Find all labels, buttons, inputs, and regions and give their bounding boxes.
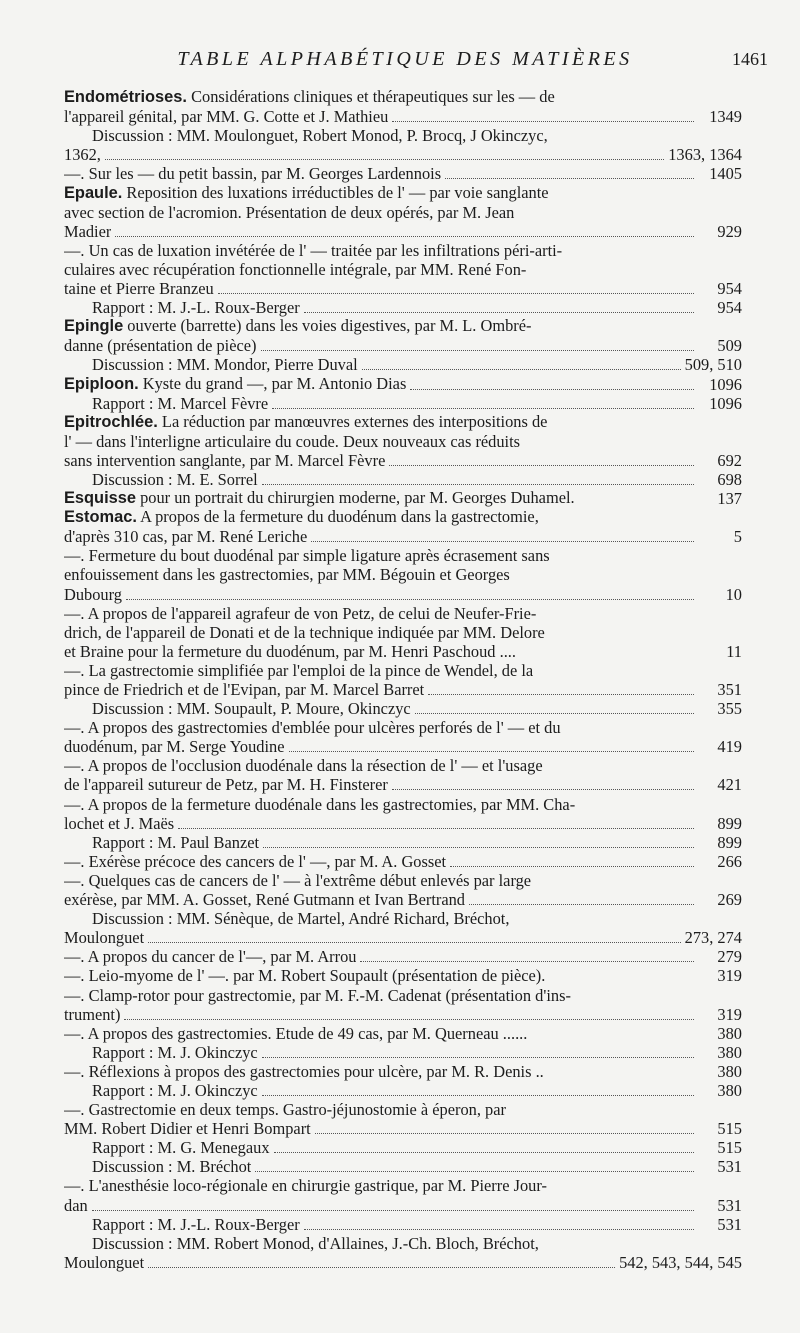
dot-leader — [289, 750, 694, 752]
dot-leader — [389, 464, 694, 466]
entry-text — [92, 1043, 258, 1062]
dot-leader — [262, 483, 694, 485]
entry-text — [64, 585, 122, 604]
page-reference: 1349 — [709, 107, 742, 127]
entry-body: enfouissement dans les gastrectomies, par MM. Bégouin et Georges — [64, 565, 510, 585]
entry-text — [64, 718, 698, 737]
entry-text — [92, 470, 258, 489]
entry-text — [92, 909, 698, 928]
index-line — [64, 260, 698, 279]
dot-leader — [304, 1228, 694, 1230]
dot-leader — [148, 1266, 615, 1268]
entry-body: dan — [64, 1195, 88, 1215]
entry-body: La réduction par manœuvres externes des interpositions de — [157, 411, 548, 431]
page-reference: 899 — [717, 832, 742, 852]
entry-text — [64, 680, 424, 699]
page-reference: 899 — [717, 813, 742, 833]
index-line — [64, 851, 742, 871]
dot-leader — [315, 1132, 694, 1134]
index-line — [64, 126, 698, 145]
entry-body: Rapport : M. J. Okinczyc — [92, 1080, 258, 1100]
entry-text — [92, 394, 268, 413]
page-reference: 531 — [717, 1214, 742, 1234]
entry-text — [64, 1005, 120, 1024]
dot-leader — [469, 903, 694, 905]
index-line — [64, 298, 742, 318]
entry-body: Dubourg — [64, 584, 122, 604]
index-line — [64, 432, 698, 451]
page-reference: 531 — [717, 1157, 742, 1177]
entry-body: lochet et J. Maës — [64, 813, 175, 833]
page-reference: 419 — [717, 737, 742, 757]
index-line — [64, 641, 742, 661]
entry-body: Rapport : M. G. Menegaux — [92, 1138, 270, 1158]
entry-text — [64, 604, 698, 623]
index-line — [64, 680, 742, 699]
entry-text — [64, 1196, 88, 1215]
dot-leader — [262, 1094, 694, 1096]
dot-leader — [360, 960, 694, 962]
index-line — [64, 890, 742, 910]
entry-text — [92, 126, 698, 145]
entry-text — [64, 432, 698, 451]
entry-text — [64, 183, 698, 203]
index-line — [64, 1234, 698, 1253]
entry-text — [64, 260, 698, 279]
dot-leader — [272, 407, 694, 409]
entry-body: Discussion : MM. Mondor, Pierre Duval — [92, 355, 358, 375]
page-reference: 531 — [717, 1195, 742, 1215]
page-reference: 279 — [717, 947, 742, 967]
entry-text — [64, 661, 698, 680]
dot-leader — [304, 311, 694, 313]
entry-text — [92, 699, 411, 718]
entry-text — [64, 986, 698, 1005]
index-line — [64, 203, 698, 222]
index-line — [64, 604, 698, 623]
entry-body: —. Leio-myome de l' —. par M. Robert Soupault (présentation de pièce). — [64, 966, 546, 986]
page-reference: 355 — [717, 699, 742, 719]
page-reference: 319 — [717, 1004, 742, 1024]
index-line — [64, 183, 698, 202]
entry-text — [64, 756, 698, 775]
entry-body: pince de Friedrich et de l'Evipan, par M. Marcel Barret — [64, 680, 425, 699]
index-line — [64, 699, 742, 719]
entry-body: Kyste du grand —, par M. Antonio Dias — [138, 373, 407, 393]
index-line — [64, 909, 698, 928]
entry-text — [64, 1119, 311, 1138]
entry-body: —. A propos de l'occlusion duodénale dans la résection de l' — et l'usage — [64, 756, 543, 776]
entry-keyword: Estomac. — [64, 508, 137, 527]
index-line — [64, 718, 698, 737]
index-line — [64, 413, 698, 432]
index-line — [64, 565, 698, 584]
entry-text — [64, 222, 111, 241]
index-line — [64, 1042, 742, 1062]
index-line — [64, 279, 742, 299]
page-reference: 1096 — [709, 393, 742, 413]
entry-keyword: Esquisse — [64, 489, 136, 508]
index-line — [64, 373, 742, 394]
entry-text — [64, 316, 698, 336]
entry-keyword: Epaule. — [64, 183, 123, 202]
index-line — [64, 756, 698, 775]
entry-text — [92, 1234, 698, 1253]
index-line — [64, 813, 742, 833]
entry-body: A propos de la fermeture du duodénum dans la gastrectomie, — [136, 507, 539, 527]
entry-body: —. Réflexions à propos des gastrectomies pour ulcère, par M. R. Denis .. — [64, 1061, 544, 1081]
page-reference: 954 — [717, 279, 742, 299]
index-line — [64, 794, 698, 813]
dot-leader — [445, 177, 694, 179]
page-reference: 273, 274 — [684, 928, 742, 948]
entry-body: —. Clamp-rotor pour gastrectomie, par M. F.-M. Cadenat (présentation d'ins- — [64, 985, 571, 1005]
entry-body: —. Quelques cas de cancers de l' — à l'extrême début enlevés par large — [64, 870, 532, 890]
entry-text — [92, 1157, 251, 1176]
page-reference: 380 — [717, 1042, 742, 1062]
entry-body: —. Fermeture du bout duodénal par simple ligature après écrasement sans — [64, 546, 550, 566]
index-line — [64, 928, 742, 948]
entry-text — [92, 833, 259, 852]
entry-keyword: Epitrochlée. — [64, 412, 158, 431]
entry-body: —. La gastrectomie simplifiée par l'emploi de la pince de Wendel, de la — [64, 660, 534, 680]
entry-body: Discussion : M. E. Sorrel — [92, 469, 258, 489]
page-reference: 692 — [717, 450, 742, 470]
entry-text — [64, 623, 698, 642]
index-line — [64, 1080, 742, 1100]
index-line — [64, 88, 698, 107]
page-header — [48, 44, 768, 76]
entry-text — [64, 412, 698, 432]
entry-text — [64, 87, 698, 107]
entry-text — [64, 642, 698, 661]
entry-body: avec section de l'acromion. Présentation de deux opérés, par M. Jean — [64, 202, 515, 222]
index-line — [64, 775, 742, 795]
entry-text — [64, 565, 698, 584]
index-line — [64, 221, 742, 241]
index-line — [64, 1214, 742, 1234]
entry-body: —. L'anesthésie loco-régionale en chirurgie gastrique, par M. Pierre Jour- — [64, 1176, 547, 1196]
entry-text — [92, 298, 300, 317]
dot-leader — [124, 1018, 694, 1020]
entry-text — [92, 1081, 258, 1100]
entry-body: exérèse, par MM. A. Gosset, René Gutmann et Ivan Bertrand — [64, 890, 466, 910]
index-line — [64, 623, 698, 642]
index-line — [64, 546, 698, 565]
index-line — [64, 1023, 742, 1043]
entry-body: —. A propos du cancer de l'—, par M. Arrou — [64, 947, 357, 967]
entry-text — [64, 737, 285, 756]
index-line — [64, 832, 742, 852]
index-line — [64, 1157, 742, 1177]
entry-text — [64, 947, 356, 966]
dot-leader — [450, 865, 694, 867]
index-line — [64, 393, 742, 413]
dot-leader — [392, 120, 694, 122]
entry-body: MM. Robert Didier et Henri Bompart — [64, 1119, 311, 1139]
entry-text — [64, 928, 144, 947]
dot-leader — [148, 941, 680, 943]
entry-text — [64, 1253, 144, 1272]
entry-text — [64, 107, 388, 126]
index-line — [64, 508, 698, 527]
entry-body: Reposition des luxations irréductibles de l' — par voie sanglante — [122, 182, 549, 202]
entry-body: pour un portrait du chirurgien moderne, par M. Georges Duhamel. — [135, 488, 575, 508]
entry-text — [64, 1176, 698, 1195]
entry-text — [64, 852, 446, 871]
page-reference: 515 — [717, 1119, 742, 1139]
entry-text — [64, 145, 101, 164]
entry-text — [64, 871, 698, 890]
entry-body: l' — dans l'interligne articulaire du coude. Deux nouveaux cas réduits — [64, 431, 521, 451]
index-line — [64, 1119, 742, 1139]
entry-text — [64, 507, 698, 527]
page-reference: 351 — [717, 680, 742, 699]
index-line — [64, 661, 698, 680]
page-reference: 509 — [717, 336, 742, 356]
entry-keyword: Endométrioses. — [64, 88, 187, 107]
index-line — [64, 1004, 742, 1024]
entry-body: Rapport : M. J.-L. Roux-Berger — [92, 298, 300, 318]
index-line — [64, 737, 742, 757]
index-line — [64, 527, 742, 547]
entry-body: —. Sur les — du petit bassin, par M. Georges Lardennois — [64, 164, 442, 184]
index-line — [64, 871, 698, 890]
entry-body: —. A propos des gastrectomies d'emblée pour ulcères perforés de l' — et du — [64, 718, 561, 738]
entry-body: Discussion : MM. Robert Monod, d'Allaines, J.-Ch. Bloch, Bréchot, — [92, 1233, 539, 1253]
index-line — [64, 1252, 742, 1272]
entry-body: ouverte (barrette) dans les voies digestives, par M. L. Ombré- — [123, 316, 532, 336]
index-line — [64, 488, 742, 509]
entry-body: Rapport : M. Paul Banzet — [92, 832, 260, 852]
entry-text — [64, 890, 465, 909]
page-reference: 269 — [717, 890, 742, 910]
entry-keyword: Epingle — [64, 317, 124, 336]
entry-text — [64, 527, 307, 546]
index-line — [64, 336, 742, 356]
running-title: TABLE ALPHABÉTIQUE DES MATIÈRES — [177, 48, 633, 70]
dot-leader — [311, 540, 694, 542]
index-line — [64, 355, 742, 375]
dot-leader — [255, 1170, 694, 1172]
dot-leader — [392, 788, 694, 790]
page-reference: 954 — [717, 298, 742, 318]
entry-text — [64, 1024, 698, 1043]
page-reference: 509, 510 — [684, 355, 742, 375]
entry-text — [64, 164, 441, 183]
dot-leader — [263, 846, 694, 848]
page-reference: 5 — [733, 527, 742, 547]
entry-body: taine et Pierre Branzeu — [64, 279, 214, 299]
entry-body: Rapport : M. J. Okinczyc — [92, 1042, 258, 1062]
page-reference: 1363, 1364 — [668, 145, 742, 165]
index-line — [64, 164, 742, 184]
entry-body: Madier — [64, 221, 112, 241]
index-line — [64, 1061, 742, 1081]
entry-body: drich, de l'appareil de Donati et de la technique indiquée par MM. Delore — [64, 622, 545, 642]
index-line — [64, 966, 742, 986]
dot-leader — [178, 827, 694, 829]
entry-text — [92, 1215, 300, 1234]
entry-body: Discussion : MM. Moulonguet, Robert Monod, P. Brocq, J Okinczyc, — [92, 126, 548, 146]
dot-leader — [92, 1209, 694, 1211]
dot-leader — [415, 712, 694, 714]
entry-body: Moulonguet — [64, 1252, 145, 1272]
entry-text — [64, 795, 698, 814]
dot-leader — [362, 368, 681, 370]
entry-body: —. A propos de la fermeture duodénale dans les gastrectomies, par MM. Cha- — [64, 794, 576, 814]
dot-leader — [218, 292, 694, 294]
entry-text — [64, 241, 698, 260]
index-line — [64, 469, 742, 489]
dot-leader — [262, 1056, 694, 1058]
index-line — [64, 1176, 698, 1195]
page-reference: 11 — [726, 641, 742, 661]
dot-leader — [115, 235, 694, 237]
index-line — [64, 947, 742, 967]
page-reference: 1096 — [709, 374, 742, 394]
index-line — [64, 1138, 742, 1158]
page-reference: 515 — [717, 1138, 742, 1158]
entry-body: trument) — [64, 1004, 121, 1024]
index-line — [64, 1195, 742, 1215]
page-reference: 380 — [717, 1023, 742, 1043]
entry-text — [92, 1138, 270, 1157]
entry-body: d'après 310 cas, par M. René Leriche — [64, 527, 308, 547]
dot-leader — [410, 388, 694, 390]
entry-body: Rapport : M. J.-L. Roux-Berger — [92, 1214, 300, 1234]
entry-text — [64, 1062, 698, 1081]
entry-body: duodénum, par M. Serge Youdine — [64, 737, 285, 757]
entry-text — [64, 336, 257, 355]
entry-body: —. Exérèse précoce des cancers de l' —, par M. A. Gosset — [64, 851, 447, 871]
entry-keyword: Epiploon. — [64, 374, 139, 393]
entry-body: l'appareil génital, par MM. G. Cotte et J. Mathieu — [64, 107, 389, 127]
entry-body: culaires avec récupération fonctionnelle intégrale, par MM. René Fon- — [64, 259, 527, 279]
entry-body: et Braine pour la fermeture du duodénum, par M. Henri Paschoud .... — [64, 641, 516, 661]
entry-text — [64, 966, 698, 985]
index-line — [64, 584, 742, 604]
index-line — [64, 317, 698, 336]
page-reference: 10 — [725, 584, 742, 604]
entry-text — [64, 451, 385, 470]
entry-body: 1362, — [64, 145, 101, 165]
entry-text — [64, 488, 698, 508]
page-reference: 698 — [717, 469, 742, 489]
page-reference: 319 — [717, 966, 742, 986]
page-reference: 1405 — [709, 164, 742, 184]
dot-leader — [261, 349, 695, 351]
entry-body: Moulonguet — [64, 928, 145, 948]
entry-body: danne (présentation de pièce) — [64, 336, 257, 356]
entry-body: de l'appareil sutureur de Petz, par M. H. Finsterer — [64, 775, 388, 795]
page-reference: 542, 543, 544, 545 — [619, 1252, 742, 1272]
entry-text — [64, 374, 406, 394]
dot-leader — [126, 598, 694, 600]
entry-body: —. A propos des gastrectomies. Etude de 49 cas, par M. Querneau ...... — [64, 1023, 528, 1043]
entry-body: —. A propos de l'appareil agrafeur de von Petz, de celui de Neufer-Frie- — [64, 603, 537, 623]
entry-text — [64, 203, 698, 222]
entry-body: Discussion : MM. Sénèque, de Martel, André Richard, Bréchot, — [92, 909, 510, 929]
index-line — [64, 450, 742, 470]
entry-body: —. Gastrectomie en deux temps. Gastro-jéjunostomie à éperon, par — [64, 1100, 506, 1120]
entry-text — [92, 355, 358, 374]
entry-body: Rapport : M. Marcel Fèvre — [92, 393, 269, 413]
entry-text — [64, 1100, 698, 1119]
entry-text — [64, 814, 174, 833]
index-line — [64, 985, 698, 1004]
entry-body: —. Un cas de luxation invétérée de l' — traitée par les infiltrations péri-arti- — [64, 240, 563, 260]
entry-text — [64, 775, 388, 794]
index-line — [64, 145, 742, 165]
entry-body: Considérations cliniques et thérapeutiques sur les — de — [186, 87, 555, 107]
index-entries — [64, 87, 742, 1272]
page-reference: 137 — [717, 489, 742, 509]
page-reference: 929 — [717, 221, 742, 241]
entry-text — [64, 279, 214, 298]
dot-leader — [274, 1151, 694, 1153]
dot-leader — [105, 158, 664, 160]
page-reference: 266 — [717, 851, 742, 871]
index-line — [64, 107, 742, 127]
page-reference: 421 — [717, 775, 742, 795]
page-reference: 380 — [717, 1080, 742, 1100]
entry-body: sans intervention sanglante, par M. Marcel Fèvre — [64, 450, 386, 470]
index-line — [64, 241, 698, 260]
page-number: 1461 — [732, 49, 768, 69]
entry-body: Discussion : M. Bréchot — [92, 1157, 252, 1177]
page-reference: 380 — [717, 1061, 742, 1081]
entry-body: Discussion : MM. Soupault, P. Moure, Okinczyc — [92, 699, 411, 719]
dot-leader — [428, 693, 694, 695]
index-line — [64, 1100, 698, 1119]
entry-text — [64, 546, 698, 565]
